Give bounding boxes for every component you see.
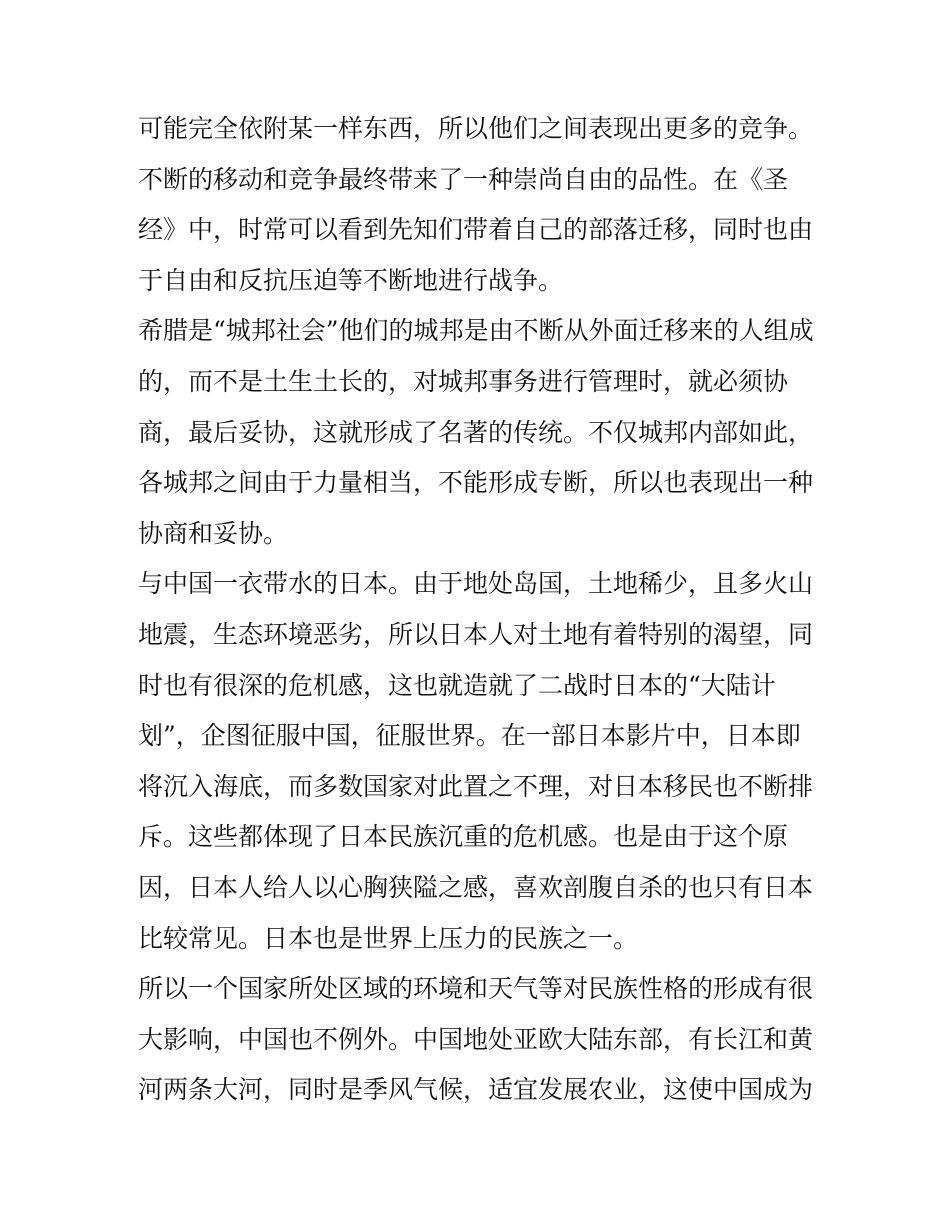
text-line: 于自由和反抗压迫等不断地进行战争。 [138,265,564,295]
text-line: 大影响，中国也不例外。中国地处亚欧大陆东部，有长江和黄 [138,1024,814,1054]
text-line: 与中国一衣带水的日本。由于地处岛国，土地稀少，且多火山 [138,569,814,599]
body-text [138,104,818,1116]
text-line: 因，日本人给人以心胸狭隘之感，喜欢剖腹自杀的也只有日本 [138,872,814,902]
text-line: 希腊是“城邦社会”他们的城邦是由不断从外面迁移来的人组成 [138,316,814,346]
text-line: 可能完全依附某一样东西，所以他们之间表现出更多的竞争。 [138,114,814,143]
text-line: 将沉入海底，而多数国家对此置之不理，对日本移民也不断排 [138,771,814,801]
text-line: 不断的移动和竞争最终带来了一种崇尚自由的品性。在《圣 [138,164,789,194]
text-line: 经》中，时常可以看到先知们带着自己的部落迁移，同时也由 [138,215,814,245]
text-line: 商，最后妥协，这就形成了名著的传统。不仅城邦内部如此， [138,417,814,447]
text-line: 各城邦之间由于力量相当，不能形成专断，所以也表现出一种 [138,468,814,498]
text-line: 协商和妥协。 [138,518,289,548]
text-line: 河两条大河，同时是季风气候，适宜发展农业，这使中国成为 [138,1075,814,1105]
text-line: 比较常见。日本也是世界上压力的民族之一。 [138,923,639,953]
text-line: 所以一个国家所处区域的环境和天气等对民族性格的形成有很 [138,974,814,1004]
text-line: 的，而不是土生土长的，对城邦事务进行管理时，就必须协 [138,366,789,396]
text-line: 划”，企图征服中国，征服世界。在一部日本影片中，日本即 [138,721,801,751]
text-line: 斥。这些都体现了日本民族沉重的危机感。也是由于这个原 [138,822,789,852]
text-line: 时也有很深的危机感，这也就造就了二战时日本的“大陆计 [138,670,776,700]
text-line: 地震，生态环境恶劣，所以日本人对土地有着特别的渴望，同 [138,619,814,649]
